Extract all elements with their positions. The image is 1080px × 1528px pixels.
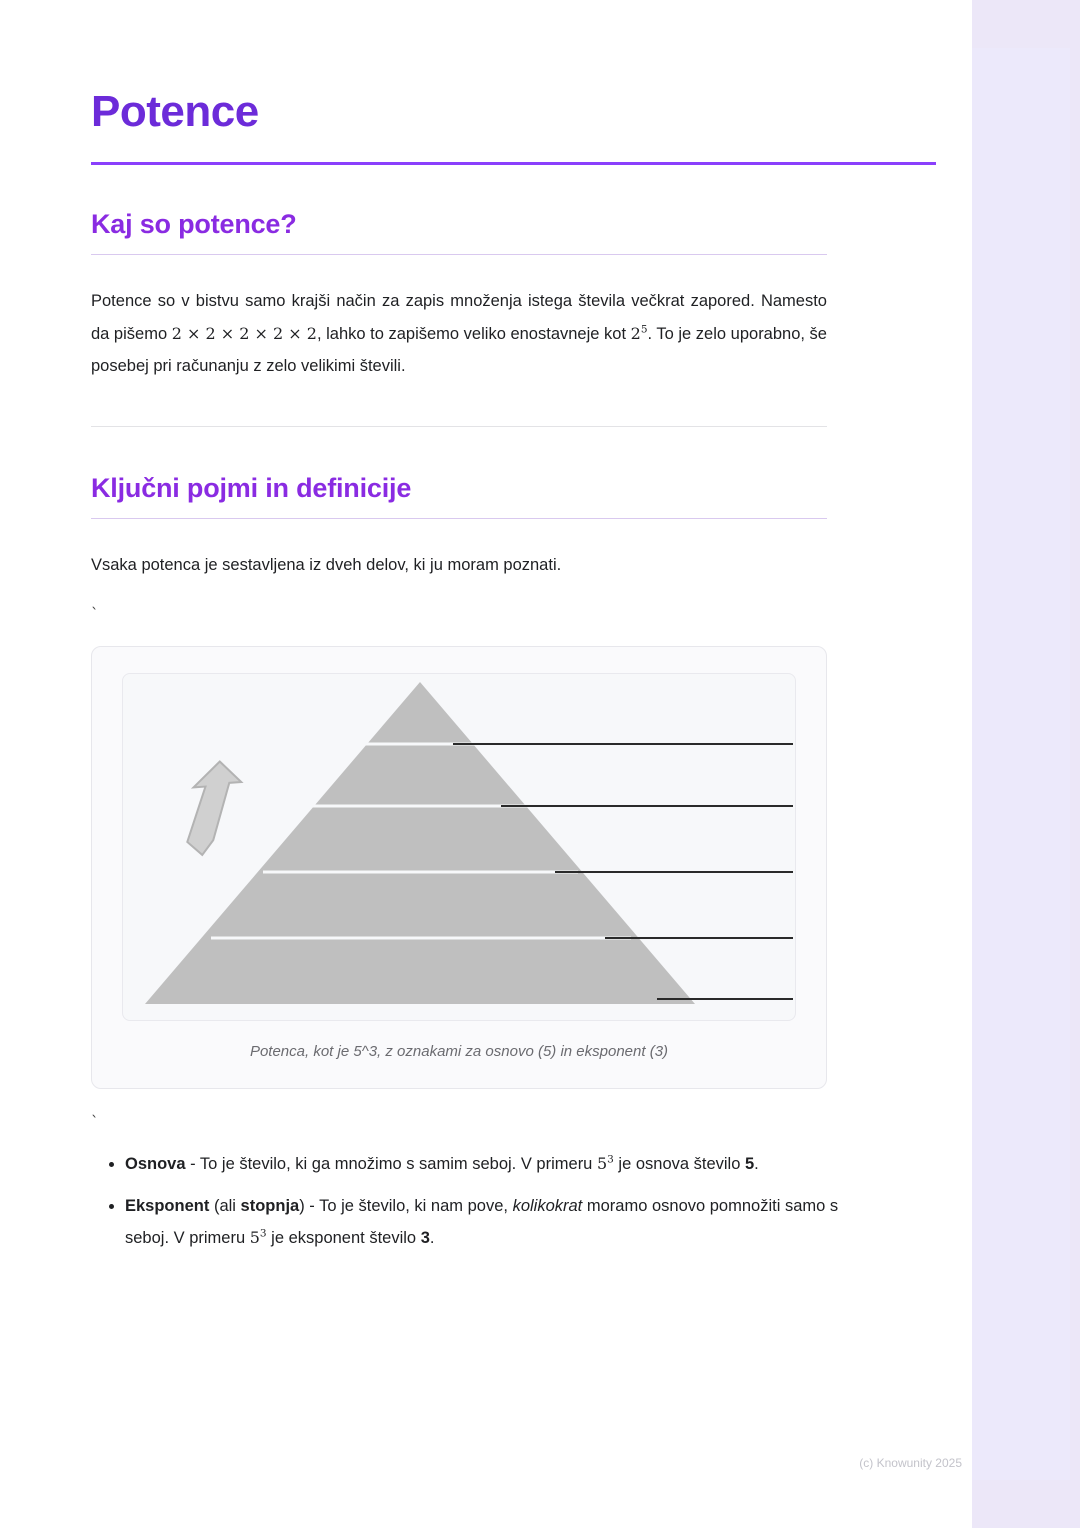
eksponent-italic-word: kolikokrat	[512, 1197, 583, 1216]
definitions-list	[91, 1148, 861, 1255]
math-power-osnova	[597, 1154, 614, 1173]
osnova-value: 5	[744, 1155, 755, 1174]
list-item	[125, 1190, 861, 1254]
section-heading-key-terms: Ključni pojmi in definicije	[91, 472, 412, 503]
upward-arrow-icon	[182, 760, 246, 856]
eksponent-value: 3	[420, 1229, 430, 1248]
eksponent-text-1: (ali	[209, 1197, 241, 1216]
stray-backtick-bottom: `	[91, 1113, 99, 1132]
math-expression-product: 2 × 2 × 2 × 2 × 2	[171, 323, 317, 343]
right-side-strip	[972, 0, 1080, 1528]
osnova-text-3: .	[754, 1155, 759, 1174]
section-heading-what-are-powers: Kaj so potence?	[91, 209, 297, 240]
intro-text-post: . To je zelo uporabno, še posebej pri računanju z zelo velikimi števili.	[91, 324, 827, 375]
math-base: 2	[630, 323, 641, 343]
eksponent-text-2: ) - To je število, ki nam pove,	[299, 1197, 513, 1216]
term-stopnja: stopnja	[240, 1197, 300, 1216]
key-terms-paragraph: Vsaka potenca je sestavljena iz dveh delov, ki ju moram poznati.	[91, 555, 562, 574]
eksponent-text-3: moramo osnovo pomnožiti samo s seboj. V primeru	[125, 1197, 839, 1248]
section-divider-1	[91, 254, 827, 255]
section-divider-2	[91, 518, 827, 519]
right-side-strip-inner	[972, 48, 1070, 1480]
math-base: 5	[249, 1228, 260, 1248]
copyright-watermark: (c) Knowunity 2025	[859, 1456, 962, 1470]
title-divider	[91, 162, 936, 165]
math-base: 5	[596, 1154, 608, 1174]
intro-text-mid: , lahko to zapišemo veliko enostavneje kot	[316, 324, 631, 343]
intro-text-pre: Potence so v bistvu samo krajši način za zapis množenja istega števila večkrat zapored. Namesto da pišemo	[91, 292, 827, 343]
figure-card	[91, 646, 827, 1089]
list-item	[125, 1148, 861, 1180]
math-expression-power	[631, 324, 648, 343]
eksponent-text-4: je eksponent število	[266, 1229, 421, 1248]
pyramid-diagram	[122, 673, 796, 1021]
osnova-text-1: - To je število, ki ga množimo s samim seboj. V primeru	[185, 1155, 597, 1174]
math-exponent: 5	[640, 323, 648, 336]
intro-paragraph	[91, 285, 827, 382]
page-title: Potence	[91, 87, 259, 136]
math-exponent: 3	[607, 1153, 614, 1166]
term-osnova: Osnova	[125, 1155, 186, 1174]
stray-backtick-top: `	[91, 605, 99, 624]
section-soft-divider	[91, 426, 827, 427]
term-eksponent: Eksponent	[125, 1197, 210, 1216]
osnova-text-2: je osnova število	[613, 1155, 745, 1174]
eksponent-text-5: .	[429, 1229, 435, 1248]
math-exponent: 3	[259, 1228, 267, 1241]
math-power-eksponent	[250, 1228, 267, 1247]
pyramid-svg	[123, 674, 796, 1021]
figure-caption: Potenca, kot je 5^3, z oznakami za osnovo (5) in eksponent (3)	[249, 1043, 669, 1061]
